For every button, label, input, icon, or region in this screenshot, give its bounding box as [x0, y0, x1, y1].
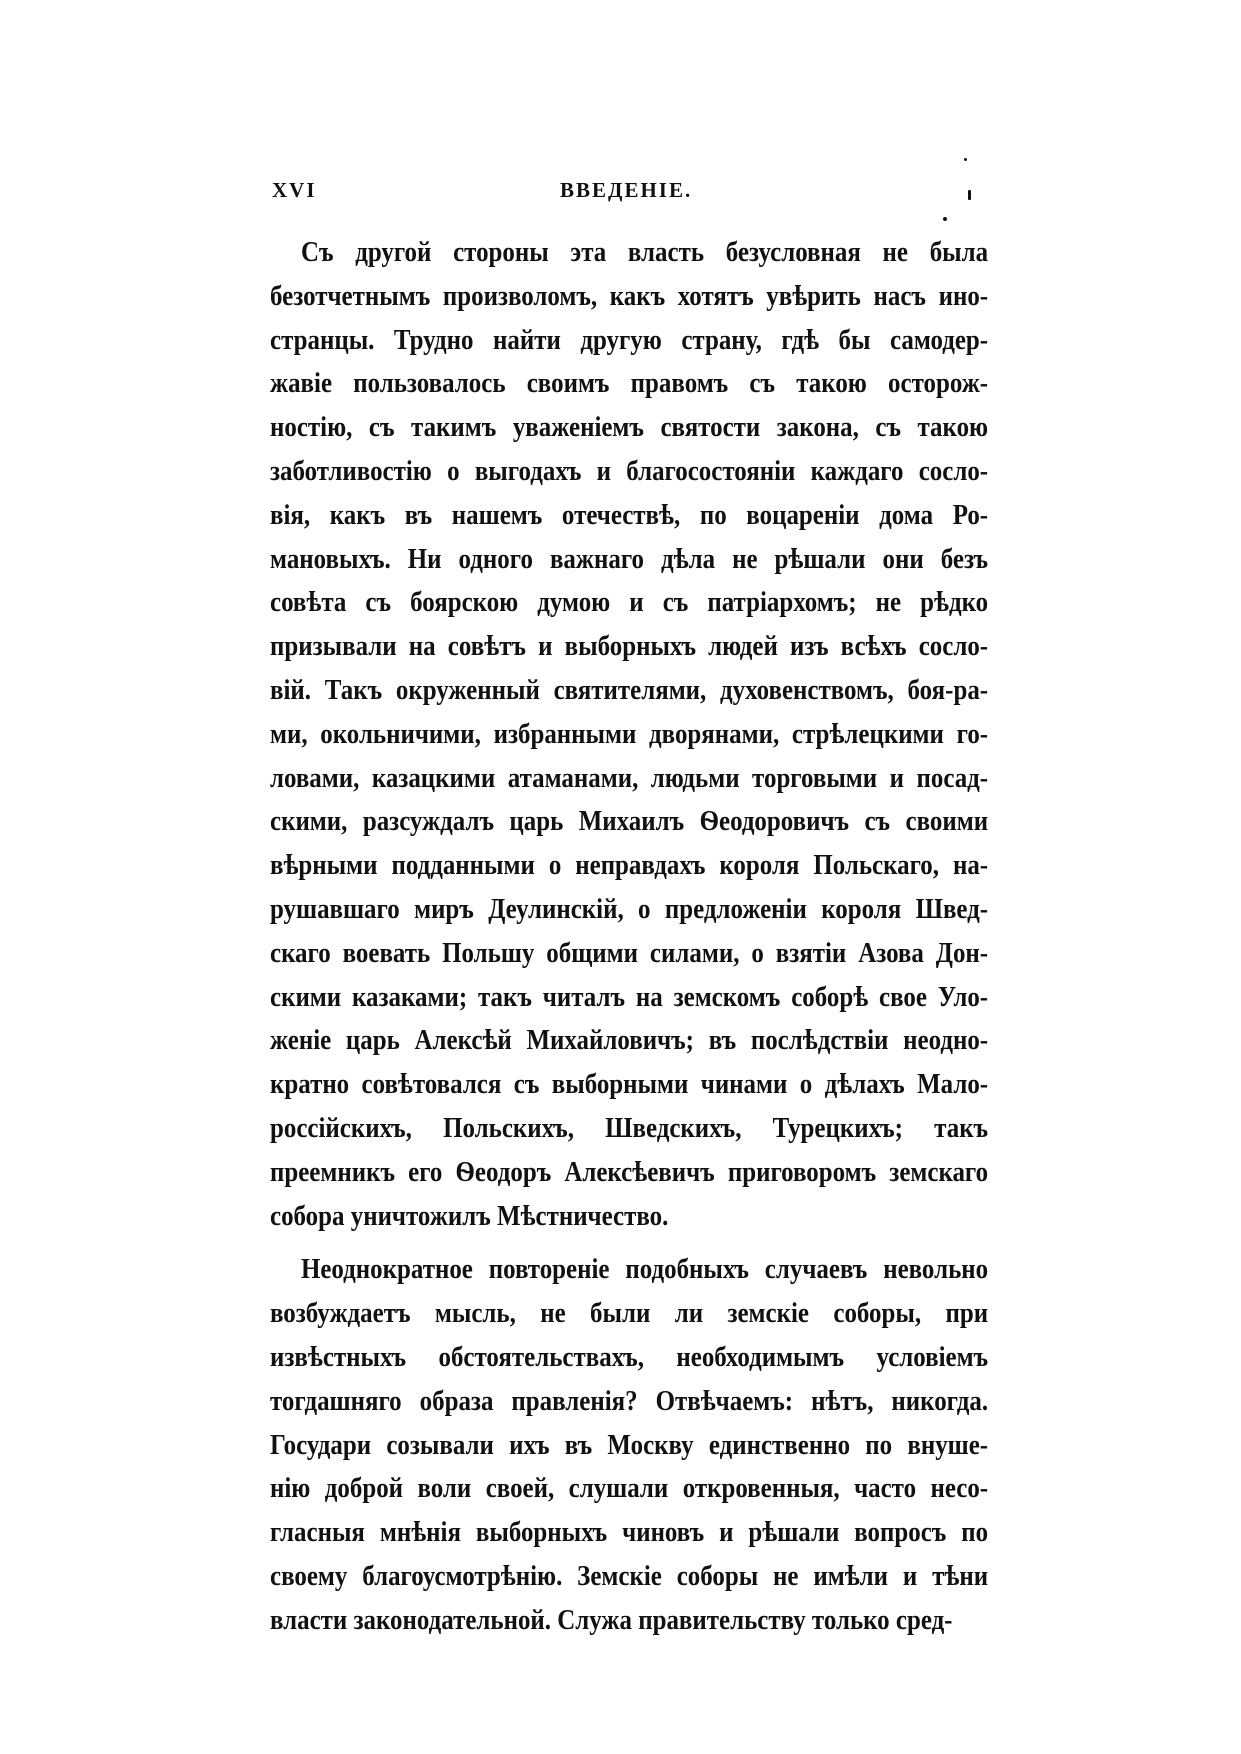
text-line: рушавшаго миръ Деулинскій, о предложеніи короля Швед-	[270, 892, 989, 925]
text-line: россійскихъ, Польскихъ, Шведскихъ, Турецкихъ; такъ	[270, 1111, 989, 1144]
text-line: призывали на совѣтъ и выборныхъ людей изъ всѣхъ сосло-	[270, 630, 989, 663]
text-line: женіе царь Алексѣй Михайловичъ; въ послѣдствіи неодно-	[270, 1024, 989, 1057]
page-number: XVI	[272, 178, 317, 202]
text-line: гласныя мнѣнія выборныхъ чиновъ и рѣшали вопросъ по	[270, 1516, 989, 1549]
paragraph	[270, 231, 988, 1238]
text-line: Съ другой стороны эта власть безусловная не была	[300, 236, 989, 268]
text-line: преемникъ его Ѳеодоръ Алексѣевичъ приговоромъ земскаго	[270, 1155, 989, 1188]
text-line: вія, какъ въ нашемъ отечествѣ, по воцареніи дома Ро-	[270, 498, 989, 531]
text-line: вѣрными подданными о неправдахъ короля Польскаго, на-	[270, 849, 989, 882]
print-speck	[968, 190, 971, 200]
text-line: мановыхъ. Ни одного важнаго дѣла не рѣшали они безъ	[270, 542, 989, 575]
text-line: ми, окольничими, избранными дворянами, стрѣлецкими го-	[270, 717, 989, 750]
text-line: Государи созывали ихъ въ Москву единственно по внуше-	[270, 1428, 989, 1461]
text-line: нію доброй воли своей, слушали откровенныя, часто несо-	[270, 1472, 989, 1505]
body-text	[270, 231, 988, 1643]
text-line: своему благоусмотрѣнію. Земскіе соборы не имѣли и тѣни	[270, 1559, 989, 1592]
text-line: странцы. Трудно найти другую страну, гдѣ бы самодер-	[270, 323, 989, 356]
text-line: кратно совѣтовался съ выборными чинами о дѣлахъ Мало-	[270, 1068, 989, 1101]
print-speck	[943, 217, 947, 221]
text-line: ловами, казацкими атаманами, людьми торговыми и посад-	[270, 761, 989, 794]
text-line: скаго воевать Польшу общими силами, о взятіи Азова Дон-	[270, 936, 989, 969]
text-line: скими, разсуждалъ царь Михаилъ Ѳеодоровичъ съ своими	[270, 805, 989, 838]
text-line: тогдашняго образа правленія? Отвѣчаемъ: нѣтъ, никогда.	[270, 1384, 989, 1417]
text-line: ностію, съ такимъ уваженіемъ святости закона, съ такою	[270, 411, 989, 444]
text-line: совѣта съ боярскою думою и съ патріархомъ; не рѣдко	[270, 586, 989, 619]
paragraph	[270, 1248, 988, 1642]
text-line: извѣстныхъ обстоятельствахъ, необходимымъ условіемъ	[270, 1340, 989, 1373]
text-line: власти законодательной. Служа правительству только сред-	[270, 1603, 953, 1636]
text-line: жавіе пользовалось своимъ правомъ съ такою осторож-	[270, 367, 989, 400]
print-speck	[964, 158, 967, 161]
text-line: скими казаками; такъ читалъ на земскомъ соборѣ свое Уло-	[270, 980, 989, 1013]
text-line: собора уничтожилъ Мѣстничество.	[270, 1199, 669, 1232]
text-line: безотчетнымъ произволомъ, какъ хотятъ увѣрить насъ ино-	[270, 279, 989, 312]
text-line: заботливостію о выгодахъ и благосостояніи каждаго сосло-	[270, 454, 989, 487]
text-line: вій. Такъ окруженный святителями, духовенствомъ, боя-ра-	[270, 673, 989, 706]
running-title: ВВЕДЕНІЕ.	[560, 178, 693, 202]
text-line: Неоднократное повтореніе подобныхъ случаевъ невольно	[300, 1253, 989, 1286]
text-line: возбуждаетъ мысль, не были ли земскіе соборы, при	[270, 1297, 989, 1330]
